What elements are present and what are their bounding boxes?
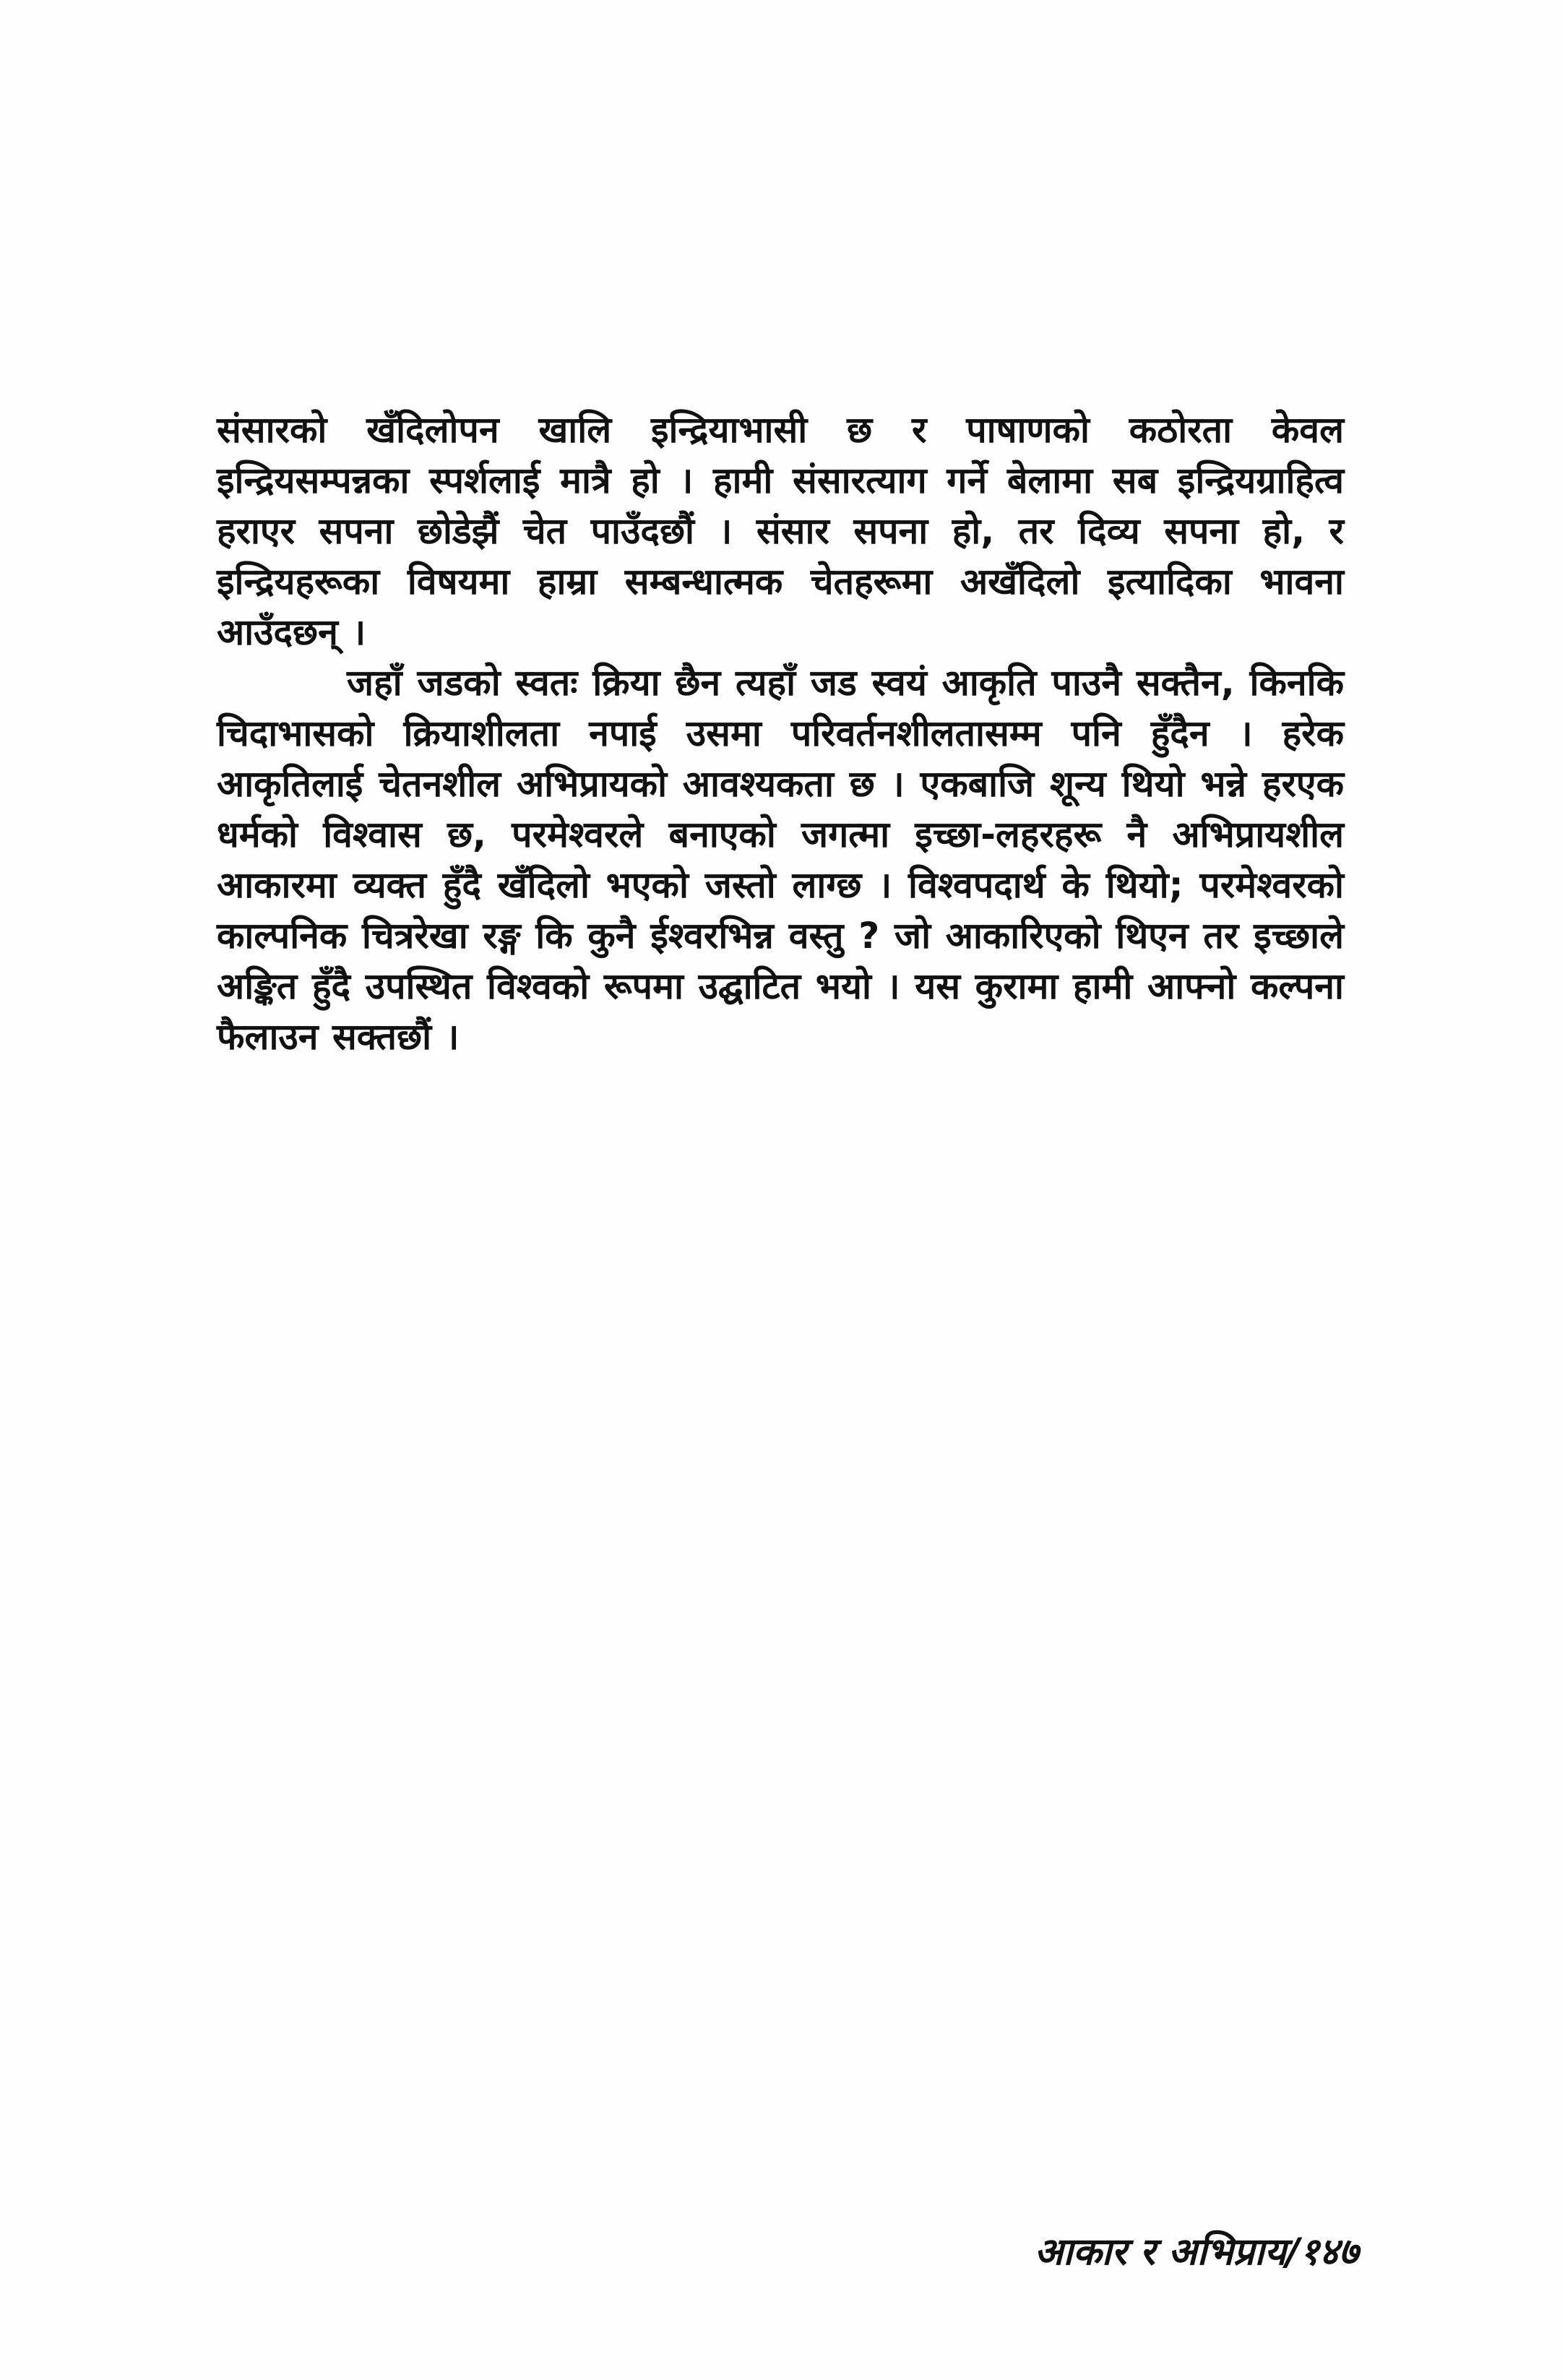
paragraph-2: जहाँ जडको स्वतः क्रिया छैन त्यहाँ जड स्वयं आकृति पाउनै सक्तैन, किनकि चिदाभासको क्रियाशीलता नपाई उसमा परिवर्तनशीलतासम्म पनि हुँदैन । हरेक आकृतिलाई चेतनशील अभिप्रायको आवश्यकता छ । एकबाजि शून्य थियो भन्ने हरएक धर्मको विश्वास छ, परमेश्वरले बनाएको जगत्मा इच्छा-लहरहरू नै अभिप्रायशील आकारमा व्यक्त हुँदै खँदिलो भएको जस्तो लाग्छ । विश्वपदार्थ के थियो; परमेश्वरको काल्पनिक चित्ररेखा रङ्ग कि कुनै ईश्वरभिन्न वस्तु ? जो आकारिएको थिएन तर इच्छाले अङ्कित हुँदै उपस्थित विश्वको रूपमा उद्घाटित भयो । यस कुरामा हामी आफ्नो कल्पना फैलाउन सक्तछौं । xyxy=(217,662,1344,1058)
paragraph-1: संसारको खँदिलोपन खालि इन्द्रियाभासी छ र पाषाणको कठोरता केवल इन्द्रियसम्पन्नका स्पर्शलाई मात्रै हो । हामी संसारत्याग गर्ने बेलामा सब इन्द्रियग्राहित्व हराएर सपना छोडेझैं चेत पाउँदछौं । संसार सपना हो, तर दिव्य सपना हो, र इन्द्रियहरूका विषयमा हाम्रा सम्बन्धात्मक चेतहरूमा अखँदिलो इत्यादिका भावना आउँदछन् । xyxy=(217,409,1344,653)
page-footer-running-title: आकार र अभिप्राय/१४७ xyxy=(1034,2230,1358,2274)
body-text xyxy=(217,405,1344,1062)
